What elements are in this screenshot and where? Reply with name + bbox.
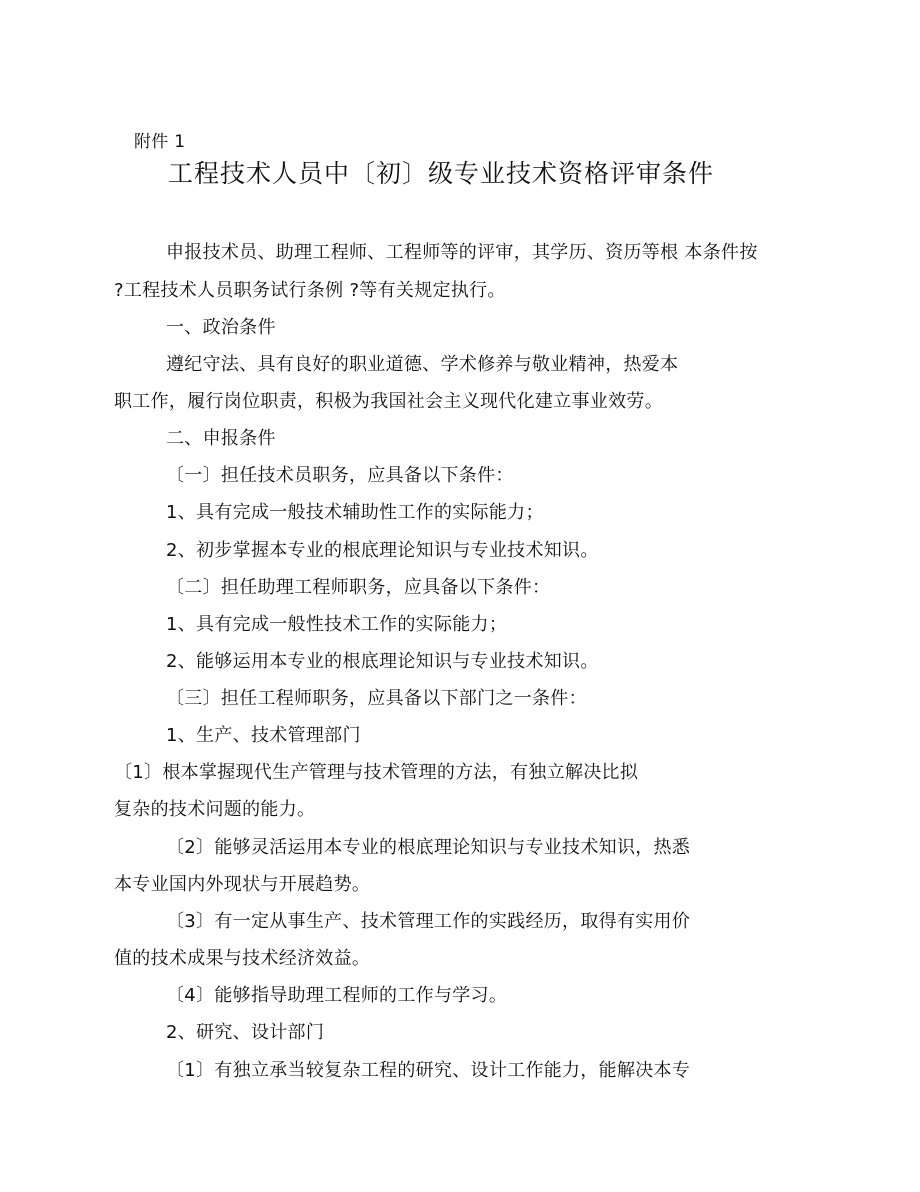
- list-item: 〔1〕根本掌握现代生产管理与技术管理的方法，有独立解决比拟: [114, 762, 639, 783]
- paragraph-line: 遵纪守法、具有良好的职业道德、学术修养与敬业精神，热爱本: [166, 354, 679, 375]
- paragraph-line: ?工程技术人员职务试行条例 ?等有关规定执行。: [114, 280, 506, 301]
- list-item: 〔2〕能够灵活运用本专业的根底理论知识与专业技术知识，热悉: [166, 837, 691, 858]
- list-item: 〔4〕能够指导助理工程师的工作与学习。: [166, 985, 508, 1006]
- subsection-heading: 〔一〕担任技术员职务，应具备以下条件：: [166, 465, 514, 486]
- section-heading: 一、政治条件: [166, 317, 276, 338]
- list-item: 2、研究、设计部门: [166, 1022, 325, 1043]
- list-item: 〔3〕有一定从事生产、技术管理工作的实践经历，取得有实用价: [166, 911, 691, 932]
- document-title: 工程技术人员中〔初〕级专业技术资格评审条件: [168, 159, 715, 188]
- paragraph-line: 申报技术员、助理工程师、工程师等的评审，其学历、资历等根 本条件按: [166, 242, 758, 263]
- paragraph-line: 复杂的技术问题的能力。: [114, 799, 316, 820]
- subsection-heading: 〔三〕担任工程师职务，应具备以下部门之一条件：: [166, 688, 587, 709]
- paragraph-line: 值的技术成果与技术经济效益。: [114, 948, 371, 969]
- section-heading: 二、申报条件: [166, 428, 276, 449]
- subsection-heading: 〔二〕担任助理工程师职务，应具备以下条件：: [166, 577, 551, 598]
- list-item: 2、初步掌握本专业的根底理论知识与专业技术知识。: [166, 540, 599, 561]
- list-item: 1、具有完成一般技术辅助性工作的实际能力；: [166, 502, 544, 523]
- list-item: 2、能够运用本专业的根底理论知识与专业技术知识。: [166, 651, 599, 672]
- paragraph-line: 本专业国内外现状与开展趋势。: [114, 874, 371, 895]
- list-item: 〔1〕有独立承当较复杂工程的研究、设计工作能力，能解决本专: [166, 1060, 691, 1081]
- attachment-label: 附件 1: [134, 132, 186, 152]
- list-item: 1、具有完成一般性技术工作的实际能力；: [166, 614, 508, 635]
- paragraph-line: 职工作，履行岗位职责，积极为我国社会主义现代化建立事业效劳。: [114, 391, 663, 412]
- list-item: 1、生产、技术管理部门: [166, 725, 361, 746]
